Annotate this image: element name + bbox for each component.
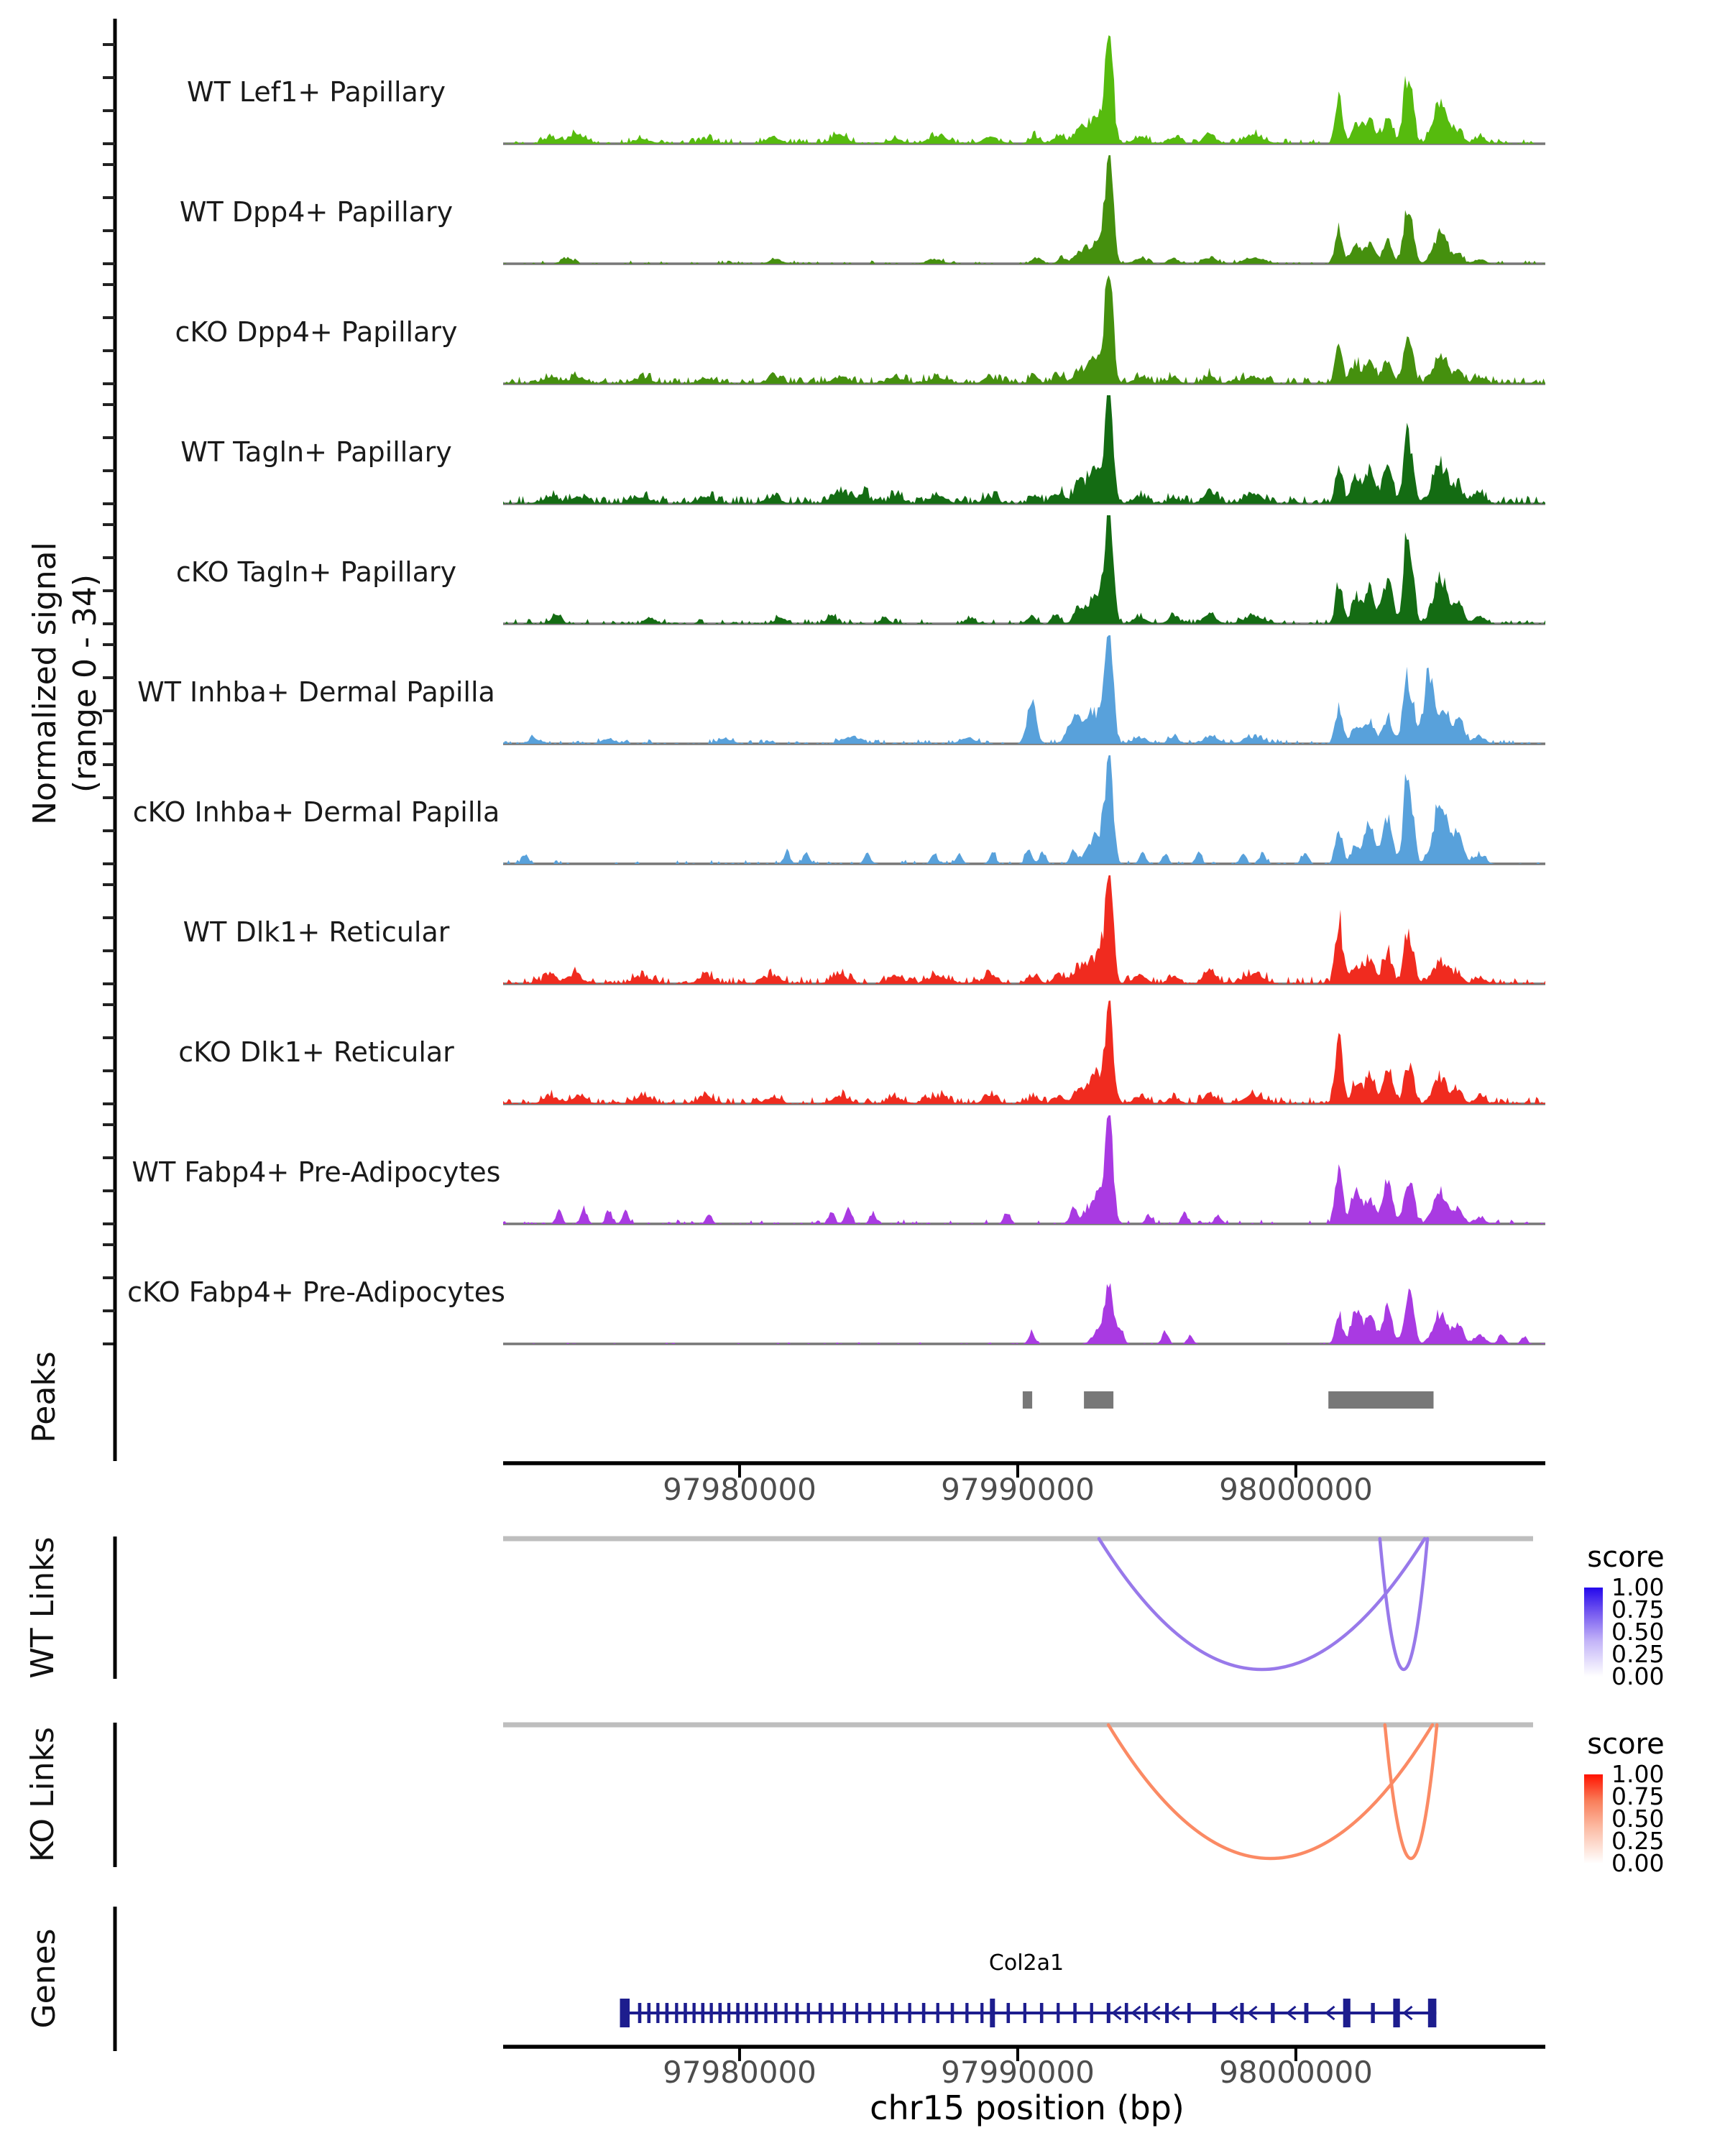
- ko-score-label-000: 0.00: [1611, 1849, 1665, 1877]
- peak-region: [1328, 1391, 1433, 1409]
- gene-exon: [1007, 2003, 1011, 2023]
- x-axis-title: chr15 position (bp): [870, 2088, 1184, 2127]
- axis1-tick-98000000: 98000000: [1219, 1472, 1373, 1507]
- track-label-wt-fabp4: WT Fabp4+ Pre-Adipocytes: [132, 1156, 501, 1188]
- wt-links-section-label: WT Links: [24, 1537, 61, 1679]
- ko-score-label-050: 0.50: [1611, 1805, 1665, 1833]
- gene-exon: [1090, 2003, 1093, 2023]
- gene-name-col2a1: Col2a1: [988, 1950, 1064, 1976]
- coverage-track-8: [503, 1000, 1545, 1104]
- gene-exon: [620, 1999, 630, 2027]
- genes-section-label: Genes: [26, 1928, 63, 2029]
- gene-exon: [881, 2003, 884, 2023]
- gene-exon: [1024, 2003, 1026, 2023]
- gene-exon: [1125, 2003, 1128, 2023]
- gene-exon: [648, 2003, 651, 2023]
- gene-exon: [908, 2003, 911, 2023]
- gene-exon: [1241, 2003, 1244, 2023]
- wt-link-arc-0: [1099, 1539, 1425, 1669]
- gene-exon: [895, 2003, 898, 2023]
- wt-score-legend-title: score: [1587, 1541, 1665, 1574]
- ko-score-label-025: 0.25: [1611, 1827, 1665, 1855]
- wt-score-label-000: 0.00: [1611, 1662, 1665, 1690]
- ko-link-arc-0: [1108, 1725, 1432, 1858]
- gene-exon: [719, 2003, 722, 2023]
- gene-exon: [675, 2003, 678, 2023]
- wt-score-label-075: 0.75: [1611, 1595, 1665, 1623]
- gene-exon: [855, 2003, 858, 2023]
- gene-exon: [785, 2003, 788, 2023]
- gene-exon: [1213, 2003, 1216, 2023]
- gene-exon: [819, 2003, 822, 2023]
- axis2-tick-97980000: 97980000: [663, 2055, 816, 2090]
- coverage-track-7: [503, 875, 1545, 984]
- gene-exon: [1144, 2003, 1148, 2023]
- track-label-wt-dlk1: WT Dlk1+ Reticular: [183, 916, 450, 948]
- track-label-wt-tagln: WT Tagln+ Papillary: [180, 436, 452, 468]
- track-label-cko-fabp4: cKO Fabp4+ Pre-Adipocytes: [127, 1276, 505, 1308]
- gene-exon: [1428, 1999, 1437, 2027]
- gene-exon: [1107, 2003, 1110, 2023]
- track-label-cko-tagln: cKO Tagln+ Papillary: [175, 556, 457, 588]
- coverage-track-2: [503, 275, 1545, 384]
- gene-exon: [736, 2003, 740, 2023]
- track-label-cko-inhba: cKO Inhba+ Dermal Papilla: [132, 796, 500, 828]
- coverage-track-4: [503, 515, 1545, 624]
- gene-exon: [764, 2003, 767, 2023]
- coverage-track-1: [503, 155, 1545, 264]
- gene-exon: [656, 2003, 659, 2023]
- gene-exon: [710, 2003, 713, 2023]
- gene-exon: [1271, 2003, 1274, 2023]
- gene-exon: [843, 2003, 847, 2023]
- gene-exon: [831, 2003, 834, 2023]
- wt-score-label-100: 1.00: [1611, 1573, 1665, 1601]
- gene-exon: [807, 2003, 810, 2023]
- gene-exon: [965, 2003, 968, 2023]
- gene-exon: [796, 2003, 799, 2023]
- gene-exon: [1371, 2003, 1374, 2023]
- gene-exon: [702, 2003, 705, 2023]
- gene-exon: [1057, 2003, 1059, 2023]
- gene-exon: [1165, 2003, 1169, 2023]
- gene-exon: [868, 2003, 872, 2023]
- coverage-track-5: [503, 635, 1545, 744]
- axis1-tick-97990000: 97990000: [941, 1472, 1095, 1507]
- ko-links-section-label: KO Links: [24, 1726, 61, 1863]
- gene-exon: [666, 2003, 669, 2023]
- gene-exon: [937, 2003, 939, 2023]
- gene-exon: [1040, 2003, 1044, 2023]
- gene-exon: [990, 1999, 995, 2027]
- gene-exon: [1305, 2003, 1309, 2023]
- y-axis-label: [25, 360, 106, 1007]
- gene-exon: [745, 2003, 748, 2023]
- axis2-tick-98000000: 98000000: [1219, 2055, 1373, 2090]
- wt-score-label-025: 0.25: [1611, 1640, 1665, 1668]
- gene-exon: [755, 2003, 758, 2023]
- ko-score-label-075: 0.75: [1611, 1782, 1665, 1810]
- coverage-track-6: [503, 755, 1545, 864]
- gene-exon: [1393, 1999, 1399, 2027]
- gene-exon: [638, 2003, 642, 2023]
- gene-exon: [1343, 1999, 1351, 2027]
- track-label-cko-dpp4: cKO Dpp4+ Papillary: [175, 316, 458, 348]
- gene-exon: [1187, 2003, 1191, 2023]
- coverage-track-3: [503, 395, 1545, 504]
- coverage-track-0: [503, 35, 1545, 144]
- coverage-track-10: [503, 1283, 1545, 1344]
- track-label-wt-inhba: WT Inhba+ Dermal Papilla: [137, 676, 495, 708]
- wt-link-arc-1: [1380, 1539, 1427, 1669]
- track-label-wt-lef1: WT Lef1+ Papillary: [187, 76, 446, 108]
- peak-region: [1023, 1391, 1032, 1409]
- gene-exon: [980, 2003, 983, 2023]
- axis1-tick-97980000: 97980000: [663, 1472, 816, 1507]
- gene-exon: [951, 2003, 954, 2023]
- gene-exon: [693, 2003, 696, 2023]
- y-axis-label-line1: Normalized signal: [27, 542, 63, 825]
- ko-score-colorbar: [1584, 1774, 1603, 1864]
- track-label-cko-dlk1: cKO Dlk1+ Reticular: [178, 1036, 454, 1068]
- track-label-wt-dpp4: WT Dpp4+ Papillary: [179, 196, 454, 228]
- wt-score-colorbar: [1584, 1588, 1603, 1677]
- gene-exon: [684, 2003, 687, 2023]
- ko-score-legend-title: score: [1587, 1728, 1665, 1761]
- wt-score-label-050: 0.50: [1611, 1618, 1665, 1646]
- ko-link-arc-1: [1385, 1725, 1437, 1858]
- gene-exon: [1073, 2003, 1077, 2023]
- gene-exon: [774, 2003, 778, 2023]
- gene-exon: [727, 2003, 730, 2023]
- gene-exon: [922, 2003, 926, 2023]
- peak-region: [1084, 1391, 1113, 1409]
- peaks-section-label: Peaks: [26, 1351, 63, 1443]
- axis2-tick-97990000: 97990000: [941, 2055, 1095, 2090]
- y-axis-label-line2: (range 0 - 34): [67, 573, 104, 793]
- ko-score-label-100: 1.00: [1611, 1760, 1665, 1788]
- coverage-track-9: [503, 1115, 1545, 1224]
